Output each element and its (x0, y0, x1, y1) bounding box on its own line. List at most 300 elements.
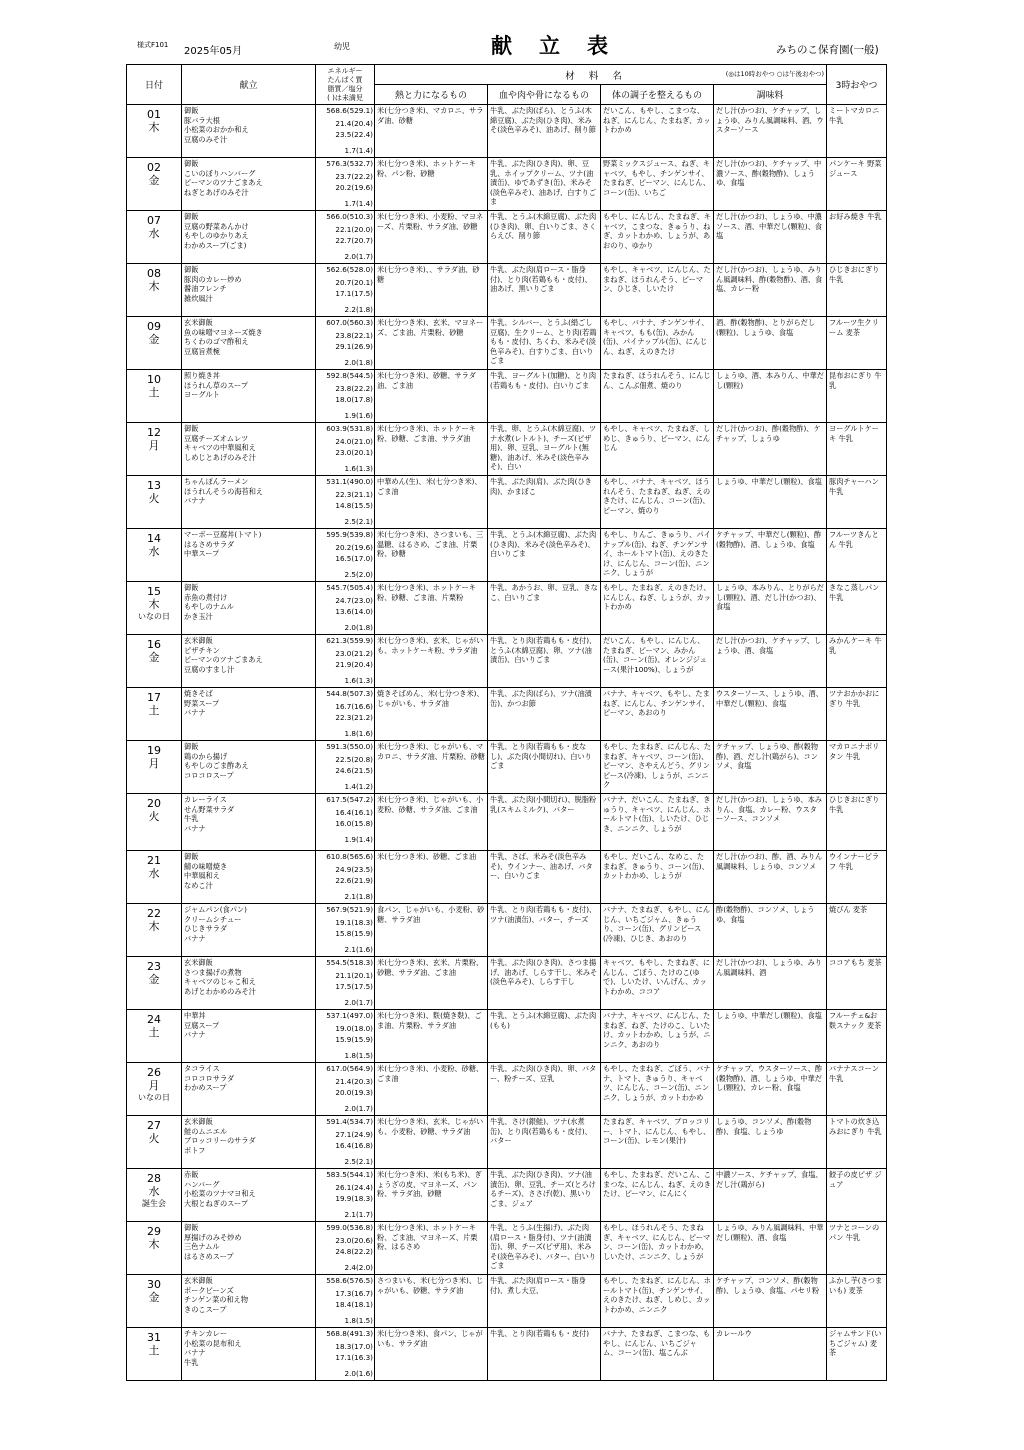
energy-kcal: 566.0(510.3) (326, 212, 373, 221)
blood-foods-cell: 牛乳、ぶた肉(肩)、ぶた肉(ひき肉)、かまぼこ (488, 476, 601, 529)
menu-item: 小松菜の昆布和え (184, 1338, 242, 1348)
page-header (0, 0, 1024, 60)
menu-item: はるさめスープ (184, 1251, 234, 1261)
snack-cell: ひじきおにぎり 牛乳 (827, 794, 887, 851)
date-cell (127, 105, 182, 158)
day-row (127, 476, 887, 529)
menu-item: 玄米御飯 (184, 1276, 213, 1285)
salt-value: 1.6(1.3) (344, 463, 373, 473)
energy-foods-cell: 米(七分つき米)、さつまいも、三温糖、はるさめ、ごま油、片栗粉、砂糖 (375, 529, 488, 582)
col-header-energy: エネルギー たんぱく質 脂質／塩分 ( )は未満児 (316, 65, 375, 105)
menu-cell (182, 1328, 316, 1381)
menu-item: 中華スープ (184, 549, 220, 559)
energy-cell (316, 476, 375, 529)
protein-value: 23.8(22.1) (335, 330, 373, 340)
fat-value: 15.8(15.9) (335, 929, 373, 939)
seasoning-cell: しょうゆ、中華だし(顆粒)、食塩 (714, 1010, 827, 1063)
blood-foods-cell: 牛乳、ぶた肉(ひき肉)、卵、バター、粉チーズ、豆乳 (488, 1063, 601, 1116)
date-cell (127, 794, 182, 851)
menu-cell (182, 158, 316, 211)
fat-value: 24.6(21.5) (335, 766, 373, 776)
seasoning-cell: だし汁(かつお)、しょうゆ、中濃ソース、酒、中華だし(顆粒)、食塩 (714, 211, 827, 264)
day-row (127, 1116, 887, 1169)
body-foods-cell: もやし、たまねぎ、にんじん、たまねぎ、キャベツ、コーン(缶)、ピーマン、さやえんどう、グリンピース(冷凍)、しょうが、ニンニク (601, 741, 714, 794)
day-number: 20 (147, 797, 161, 810)
menu-item: 赤魚の煮付け (184, 592, 228, 602)
energy-foods-cell: 米(七分つき米)、麩(焼き麩)、ごま油、片栗粉、サラダ油 (375, 1010, 488, 1063)
day-row (127, 264, 887, 317)
menu-item: 雑炊風汁 (184, 293, 213, 303)
menu-item: マーボー豆腐丼(トマト) (184, 530, 262, 539)
salt-value: 2.2(1.8) (344, 304, 373, 314)
menu-item: コロコロスープ (184, 770, 234, 780)
menu-cell (182, 957, 316, 1010)
energy-foods-cell: 食パン、じゃがいも、小麦粉、砂糖、サラダ油 (375, 904, 488, 957)
menu-item: もやしのごま酢あえ (184, 761, 249, 771)
menu-item: 照り焼き丼 (184, 371, 220, 380)
energy-foods-cell: 米(七分つき米)、じゃがいも、マカロニ、サラダ油、片栗粉、砂糖 (375, 741, 488, 794)
day-number: 02 (147, 161, 161, 174)
blood-foods-cell: 牛乳、ぶた肉(肩ロース・脂身付)、煮し大豆、 (488, 1275, 601, 1328)
salt-value: 2.0(1.7) (344, 251, 373, 261)
energy-kcal: 617.0(564.9) (326, 1064, 373, 1073)
menu-item: せん野菜サラダ (184, 804, 235, 814)
snack-cell: ジャムサンド(いちごジャム) 麦茶 (827, 1328, 887, 1381)
body-foods-cell: バナナ、キャベツ、にんじん、たまねぎ、ねぎ、たけのこ、しいたけ、カットわかめ、しょうが、ニンニク、あおのり (601, 1010, 714, 1063)
day-of-week: 月 (148, 1079, 160, 1092)
protein-value: 22.5(20.8) (335, 754, 373, 764)
seasoning-cell: ウスターソース、しょうゆ、酒、中華だし(顆粒)、食塩 (714, 688, 827, 741)
energy-kcal: 591.4(534.7) (326, 1117, 373, 1126)
menu-item: キャベツのじゃこ和え (184, 977, 256, 987)
day-number: 19 (147, 744, 161, 757)
energy-cell (316, 1169, 375, 1222)
day-row (127, 1222, 887, 1275)
day-row (127, 105, 887, 158)
day-number: 15 (147, 585, 161, 598)
menu-cell (182, 1275, 316, 1328)
fat-value: 29.1(26.9) (335, 342, 373, 352)
day-of-week: 土 (148, 386, 160, 399)
menu-item: 玄米御飯 (184, 958, 213, 967)
protein-value: 21.4(20.4) (335, 118, 373, 128)
date-cell (127, 582, 182, 635)
protein-value: 21.4(20.3) (335, 1076, 373, 1086)
energy-kcal: 592.8(544.5) (326, 371, 373, 380)
school-name: みちのこ保育園(一般) (776, 44, 879, 56)
protein-value: 24.7(23.0) (335, 595, 373, 605)
menu-item: ポトフ (184, 1145, 206, 1155)
day-number: 14 (147, 532, 161, 545)
menu-item: チンゲン菜の和え物 (184, 1295, 249, 1305)
day-number: 22 (147, 907, 161, 920)
day-of-week: 土 (148, 1026, 160, 1039)
menu-item: 焼きそば (184, 689, 213, 698)
menu-item: しめじとあげのみそ汁 (184, 452, 256, 462)
date-cell (127, 851, 182, 904)
fat-value: 22.6(21.9) (335, 876, 373, 886)
salt-value: 2.4(2.0) (344, 1262, 373, 1272)
menu-table (126, 64, 887, 1381)
blood-foods-cell: 牛乳、卵、とうふ(木綿豆腐)、ツナ水煮(レトルト)、チーズ(ピザ用)、卵、豆乳、ヨーグルト(無糖)、油あげ、米みそ(淡色辛みそ)、白い (488, 423, 601, 476)
energy-kcal: 544.8(507.3) (326, 689, 373, 698)
menu-item: 御飯 (184, 265, 199, 274)
body-foods-cell: もやし、たまねぎ、だいこん、こまつな、にんじん、ねぎ、えのきたけ、ピーマン、にんにく (601, 1169, 714, 1222)
salt-value: 1.7(1.4) (344, 198, 373, 208)
snack-cell: ふかし芋(さつまいも) 麦茶 (827, 1275, 887, 1328)
seasoning-cell: ケチャップ、コンソメ、酢(穀物酢)、しょうゆ、食塩、パセリ粉 (714, 1275, 827, 1328)
day-of-week: 水 (148, 1185, 160, 1198)
blood-foods-cell: 牛乳、ぶた肉(ひき肉)、さつま揚げ、油あげ、しらす干し、米みそ(淡色辛みそ)、しらす干し (488, 957, 601, 1010)
salt-value: 1.4(1.2) (344, 781, 373, 791)
menu-cell (182, 1063, 316, 1116)
day-row (127, 1063, 887, 1116)
seasoning-cell: だし汁(かつお)、ケチャップ、中濃ソース、酢(穀物酢)、しょうゆ、食塩 (714, 158, 827, 211)
fat-value: 16.4(16.8) (335, 1141, 373, 1151)
menu-item: 醤油フレンチ (184, 284, 227, 294)
energy-cell (316, 851, 375, 904)
salt-value: 2.0(1.6) (344, 1368, 373, 1378)
energy-kcal: 562.6(528.0) (326, 265, 373, 274)
salt-value: 2.0(1.8) (344, 622, 373, 632)
salt-value: 1.9(1.4) (344, 834, 373, 844)
day-row (127, 423, 887, 476)
energy-cell (316, 105, 375, 158)
menu-item: 厚揚げのみそ炒め (184, 1232, 242, 1242)
day-of-week: 水 (148, 227, 160, 240)
menu-item: もやしのゆかりあえ (184, 231, 249, 241)
seasoning-cell: だし汁(かつお)、酢、酒、みりん風調味料、しょうゆ、コンソメ (714, 851, 827, 904)
menu-item: ハンバーグ (184, 1179, 220, 1189)
menu-item: ひじきサラダ (184, 924, 228, 934)
energy-cell (316, 1010, 375, 1063)
protein-value: 17.3(16.7) (335, 1288, 373, 1298)
protein-value: 23.8(22.2) (335, 383, 373, 393)
energy-kcal: 599.0(536.8) (326, 1223, 373, 1232)
body-foods-cell: バナナ、たまねぎ、こまつな、もやし、にんじん、いちごジャム、コーン(缶)、塩こんぶ (601, 1328, 714, 1381)
menu-item: もやしのナムル (184, 602, 234, 612)
energy-foods-cell: 米(七分つき米)、ホットケーキ粉、パン粉、砂糖 (375, 158, 488, 211)
day-of-week: 水 (148, 545, 160, 558)
menu-item: カレーライス (184, 795, 227, 804)
fat-value: 21.9(20.4) (335, 660, 373, 670)
energy-cell (316, 1063, 375, 1116)
protein-value: 18.3(17.0) (335, 1341, 373, 1351)
menu-item: 豆腐の野菜あんかけ (184, 221, 249, 231)
snack-cell: フルーチェ&お麩スナック 麦茶 (827, 1010, 887, 1063)
day-of-week: 金 (148, 973, 160, 986)
day-row (127, 635, 887, 688)
menu-item: 大根とねぎのスープ (184, 1198, 248, 1208)
menu-item: ほうれん草のスープ (184, 380, 248, 390)
menu-item: こいのぼりハンバーグ (184, 168, 256, 178)
blood-foods-cell: 牛乳、ぶた肉(ばら)、ツナ(油漬缶)、かつお節 (488, 688, 601, 741)
date-cell (127, 370, 182, 423)
energy-foods-cell: 焼きそばめん、米(七分つき米)、じゃがいも、サラダ油 (375, 688, 488, 741)
menu-item: 玄米御飯 (184, 636, 213, 645)
menu-item: 豆腐のみそ汁 (184, 134, 228, 144)
menu-item: ヨーグルト (184, 390, 220, 400)
fat-value: 20.2(19.6) (335, 183, 373, 193)
energy-kcal: 568.8(491.3) (326, 1329, 373, 1338)
day-number: 16 (147, 638, 161, 651)
energy-kcal: 554.5(518.3) (326, 958, 373, 967)
menu-item: タコライス (184, 1064, 220, 1073)
body-foods-cell: もやし、たまねぎ、ごぼう、バナナ、トマト、きゅうり、キャベツ、にんじん、コーン(缶)、ニンニク、しょうが、カットわかめ (601, 1063, 714, 1116)
energy-foods-cell: 米(七分つき米)、じゃがいも、小麦粉、砂糖、サラダ油、ごま油 (375, 794, 488, 851)
menu-cell (182, 1010, 316, 1063)
day-of-week: 金 (148, 174, 160, 187)
day-number: 27 (147, 1119, 161, 1132)
col-header-menu: 献立 (182, 65, 316, 105)
menu-item: 牛乳 (184, 814, 199, 824)
energy-foods-cell: 米(七分つき米)、小麦粉、マヨネーズ、片栗粉、サラダ油、砂糖 (375, 211, 488, 264)
body-foods-cell: もやし、キャベツ、にんじん、たまねぎ、ほうれんそう、ピーマン、ひじき、しいたけ (601, 264, 714, 317)
snack-cell: ミートマカロニ 牛乳 (827, 105, 887, 158)
fat-value: 18.4(18.1) (335, 1300, 373, 1310)
day-row (127, 211, 887, 264)
day-number: 17 (147, 691, 161, 704)
menu-item: わかめスープ (184, 1083, 227, 1093)
day-number: 10 (147, 373, 161, 386)
menu-item: 小松菜のツナマヨ和え (184, 1189, 256, 1199)
day-of-week: 土 (148, 704, 160, 717)
blood-foods-cell: 牛乳、とうふ(生揚げ)、ぶた肉(肩ロース・脂身付)、ツナ(油漬缶)、卵、チーズ(ピザ用)、米みそ(淡色辛みそ)、バター、白いりごま (488, 1222, 601, 1275)
col-header-seasoning: 調味料 (714, 85, 827, 105)
date-cell (127, 741, 182, 794)
menu-item: 豆腐スープ (184, 1020, 220, 1030)
month-label: 2025年05月 (184, 46, 243, 57)
salt-value: 2.0(1.7) (344, 1103, 373, 1113)
menu-item: ちくわのゴマ酢和え (184, 337, 249, 347)
col-header-body-foods: 体の調子を整えるもの (601, 85, 714, 105)
fat-value: 13.6(14.0) (335, 607, 373, 617)
body-foods-cell: だいこん、もやし、にんじん、たまねぎ、ピーマン、みかん(缶)、コーン(缶)、オレンジジュース(果汁100%)、しょうが (601, 635, 714, 688)
energy-cell (316, 370, 375, 423)
energy-cell (316, 1116, 375, 1169)
menu-cell (182, 264, 316, 317)
blood-foods-cell: 牛乳、シルバー、とうふ(絹ごし豆腐)、生クリーム、とり肉(若鶏もも・皮付)、ちくわ、米みそ(淡色辛みそ)、白すりごま、白いりごま (488, 317, 601, 370)
energy-foods-cell: 中華めん(生)、米(七分つき米)、ごま油 (375, 476, 488, 529)
energy-kcal: 567.9(521.9) (326, 905, 373, 914)
date-cell (127, 1063, 182, 1116)
day-of-week: 金 (148, 333, 160, 346)
body-foods-cell: たまねぎ、キャベツ、ブロッコリー、トマト、にんじん、もやし、コーン(缶)、レモン(果汁) (601, 1116, 714, 1169)
menu-item: キャベツの中華風和え (184, 443, 256, 453)
fat-value: 22.3(21.2) (335, 713, 373, 723)
date-cell (127, 904, 182, 957)
seasoning-cell: だし汁(かつお)、ケチャップ、しょうゆ、酒、食塩 (714, 635, 827, 688)
blood-foods-cell: 牛乳、とうふ(木綿豆腐)、ぶた肉(ひき肉)、米みそ(淡色辛みそ)、白いりごま (488, 529, 601, 582)
salt-value: 2.1(1.7) (344, 1209, 373, 1219)
salt-value: 2.5(2.1) (344, 516, 373, 526)
fat-value: 17.5(17.5) (335, 982, 373, 992)
day-row (127, 1010, 887, 1063)
body-foods-cell: もやし、にんじん、たまねぎ、キャベツ、こまつな、きゅうり、ねぎ、カットわかめ、しょうが、あおのり、ゆかり (601, 211, 714, 264)
snack-cell: 豚肉チャーハン 牛乳 (827, 476, 887, 529)
protein-value: 22.3(21.1) (335, 489, 373, 499)
menu-cell (182, 794, 316, 851)
salt-value: 2.1(1.6) (344, 944, 373, 954)
date-cell (127, 158, 182, 211)
menu-item: ねぎとあげのみそ汁 (184, 187, 249, 197)
menu-item: ピザチキン (184, 645, 220, 655)
energy-foods-cell: 米(七分つき米)、ホットケーキ粉、砂糖、ごま油、片栗粉 (375, 582, 488, 635)
body-foods-cell: もやし、たまねぎ、にんじん、ホールトマト(缶)、チンゲンサイ、えのきたけ、ねぎ、しめじ、カットわかめ、ニンニク (601, 1275, 714, 1328)
event-note: 誕生会 (142, 1199, 166, 1208)
salt-value: 2.5(2.1) (344, 1156, 373, 1166)
day-number: 07 (147, 214, 161, 227)
energy-kcal: 603.9(531.8) (326, 424, 373, 433)
day-row (127, 851, 887, 904)
date-cell (127, 529, 182, 582)
menu-item: 牛乳 (184, 1357, 199, 1367)
menu-item: ジャムパン(食パン) (184, 905, 247, 914)
day-of-week: 金 (148, 651, 160, 664)
seasoning-cell: だし汁(かつお)、酢(穀物酢)、ケチャップ、しょうゆ (714, 423, 827, 476)
energy-kcal: 568.6(529.1) (326, 106, 373, 115)
energy-foods-cell: 米(七分つき米)、砂糖、ごま油 (375, 851, 488, 904)
snack-time-note: (◎は10時おやつ ○は午後おやつ) (725, 70, 825, 78)
day-number: 09 (147, 320, 161, 333)
date-cell (127, 635, 182, 688)
menu-item: 鯖の味噌焼き (184, 861, 228, 871)
seasoning-cell: だし汁(かつお)、しょうゆ、みりん風調味料、酢(穀物酢)、酒、食塩、カレー粉 (714, 264, 827, 317)
col-header-energy-foods: 熱と力になるもの (375, 85, 488, 105)
energy-foods-cell: 米(七分つき米)、玄米、片栗粉、砂糖、サラダ油、ごま油 (375, 957, 488, 1010)
protein-value: 27.1(24.9) (335, 1129, 373, 1139)
energy-foods-cell: さつまいも、米(七分つき米)、じゃがいも、砂糖、サラダ油 (375, 1275, 488, 1328)
fat-value: 17.1(16.3) (335, 1353, 373, 1363)
body-foods-cell: もやし、ほうれんそう、たまねぎ、キャベツ、にんじん、ピーマン、コーン(缶)、カットわかめ、しいたけ、ニンニク、しょうが (601, 1222, 714, 1275)
day-of-week: 土 (148, 1344, 160, 1357)
menu-item: わかめスープ(ごま) (184, 240, 247, 250)
protein-value: 16.4(16.1) (335, 807, 373, 817)
blood-foods-cell: 牛乳、ぶた肉(ひき肉)、卵、豆乳、ホイップクリーム、ツナ(油漬缶)、ゆであずき(缶)、米みそ(淡色辛みそ)、油あげ、白すりごま (488, 158, 601, 211)
menu-item: あげとわかめのみそ汁 (184, 986, 256, 996)
energy-kcal: 621.3(559.9) (326, 636, 373, 645)
menu-item: バナナ (184, 1348, 206, 1358)
day-number: 23 (147, 960, 161, 973)
energy-cell (316, 317, 375, 370)
menu-item: 魚の味噌マヨネーズ焼き (184, 327, 263, 337)
menu-item: 玄米御飯 (184, 318, 213, 327)
blood-foods-cell: 牛乳、とうふ(木綿豆腐)、ぶた肉(もも) (488, 1010, 601, 1063)
day-of-week: 金 (148, 1291, 160, 1304)
day-number: 12 (147, 426, 161, 439)
day-row (127, 1275, 887, 1328)
date-cell (127, 957, 182, 1010)
menu-item: ほうれんそうの海苔和え (184, 486, 264, 496)
day-row (127, 582, 887, 635)
day-number: 13 (147, 479, 161, 492)
blood-foods-cell: 牛乳、ヨーグルト(加糖)、とり肉(若鶏もも・皮付)、白いりごま (488, 370, 601, 423)
energy-foods-cell: 米(七分つき米)、食パン、じゃがいも、サラダ油 (375, 1328, 488, 1381)
col-header-snack: 3時おやつ (827, 65, 887, 105)
menu-item: 豆腐旨煮椀 (184, 346, 220, 356)
energy-cell (316, 957, 375, 1010)
menu-item: バナナ (184, 1030, 206, 1040)
salt-value: 2.1(1.8) (344, 891, 373, 901)
body-foods-cell: バナナ、たまねぎ、もやし、にんじん、いちごジャム、きゅうり、コーン(缶)、グリンピース(冷凍)、ひじき、あおのり (601, 904, 714, 957)
day-row (127, 741, 887, 794)
fat-value: 16.0(15.8) (335, 819, 373, 829)
seasoning-cell: しょうゆ、本みりん、とりがらだし(顆粒)、酒、だし汁(かつお)、食塩 (714, 582, 827, 635)
menu-cell (182, 741, 316, 794)
fat-value: 22.7(20.7) (335, 236, 373, 246)
energy-cell (316, 904, 375, 957)
menu-cell (182, 851, 316, 904)
menu-cell (182, 904, 316, 957)
seasoning-cell: だし汁(かつお)、ケチャップ、しょうゆ、みりん風調味料、酒、ウスターソース (714, 105, 827, 158)
snack-cell: パンケーキ 野菜ジュース (827, 158, 887, 211)
energy-cell (316, 688, 375, 741)
event-note: いなの日 (138, 1093, 170, 1102)
seasoning-cell: 酢(穀物酢)、コンソメ、しょうゆ、食塩 (714, 904, 827, 957)
col-header-blood-foods: 血や肉や骨になるもの (488, 85, 601, 105)
day-row (127, 957, 887, 1010)
blood-foods-cell: 牛乳、あかうお、卵、豆乳、きなこ、白いりごま (488, 582, 601, 635)
menu-item: 御飯 (184, 424, 199, 433)
date-cell (127, 211, 182, 264)
energy-kcal: 545.7(505.4) (326, 583, 373, 592)
energy-kcal: 558.6(576.5) (326, 1276, 373, 1285)
body-foods-cell: バナナ、キャベツ、もやし、たまねぎ、にんじん、チンゲンサイ、ピーマン、あおのり (601, 688, 714, 741)
menu-item: 中華風和え (184, 871, 220, 881)
menu-item: ちゃんぽんラーメン (184, 477, 249, 486)
menu-item: 鶏のから揚げ (184, 751, 228, 761)
menu-item: 野菜スープ (184, 698, 220, 708)
salt-value: 2.0(1.7) (344, 997, 373, 1007)
fat-value: 19.9(18.3) (335, 1194, 373, 1204)
snack-cell: ヨーグルトケーキ 牛乳 (827, 423, 887, 476)
energy-cell (316, 264, 375, 317)
salt-value: 2.5(2.0) (344, 569, 373, 579)
energy-foods-cell: 米(七分つき米)、玄米、じゃがいも、小麦粉、砂糖、サラダ油 (375, 1116, 488, 1169)
energy-kcal: 576.3(532.7) (326, 159, 373, 168)
seasoning-cell: ケチャップ、ウスターソース、酢(穀物酢)、酒、しょうゆ、中華だし(顆粒)、カレー粉、食塩 (714, 1063, 827, 1116)
day-of-week: 火 (148, 1132, 160, 1145)
protein-value: 20.2(19.6) (335, 542, 373, 552)
menu-item: 赤飯 (184, 1170, 199, 1179)
seasoning-cell: ケチャップ、中華だし(顆粒)、酢(穀物酢)、酒、しょうゆ、食塩 (714, 529, 827, 582)
energy-cell (316, 741, 375, 794)
protein-value: 20.7(20.1) (335, 277, 373, 287)
blood-foods-cell: 牛乳、とうふ(木綿豆腐)、ぶた肉(ひき肉)、卵、白いりごま、さくらえび、削り節 (488, 211, 601, 264)
day-of-week: 木 (148, 280, 160, 293)
menu-item: 御飯 (184, 852, 199, 861)
col-header-materials: 材料名 (◎は10時おやつ ○は午後おやつ) (375, 65, 827, 85)
day-number: 21 (147, 854, 161, 867)
energy-cell (316, 211, 375, 264)
protein-value: 26.1(24.4) (335, 1182, 373, 1192)
day-of-week: 木 (148, 1238, 160, 1251)
menu-item: 豚バラ大根 (184, 115, 220, 125)
date-cell (127, 688, 182, 741)
body-foods-cell: キャベツ、もやし、たまねぎ、にんじん、ごぼう、たけのこ(ゆで)、しいたけ、いんげん、カットわかめ、ココア (601, 957, 714, 1010)
menu-cell (182, 582, 316, 635)
day-number: 31 (147, 1331, 161, 1344)
blood-foods-cell: 牛乳、とり肉(若鶏もも・皮付)、ツナ(油漬缶)、バター、チーズ (488, 904, 601, 957)
menu-item: 御飯 (184, 159, 199, 168)
day-number: 26 (147, 1066, 161, 1079)
energy-kcal: 610.8(565.6) (326, 852, 373, 861)
snack-cell: ウインナーピラフ 牛乳 (827, 851, 887, 904)
protein-value: 22.1(20.0) (335, 224, 373, 234)
menu-cell (182, 529, 316, 582)
menu-item: さつま揚げの煮物 (184, 967, 242, 977)
energy-foods-cell: 米(七分つき米)、玄米、じゃがいも、ホットケーキ粉、サラダ油 (375, 635, 488, 688)
